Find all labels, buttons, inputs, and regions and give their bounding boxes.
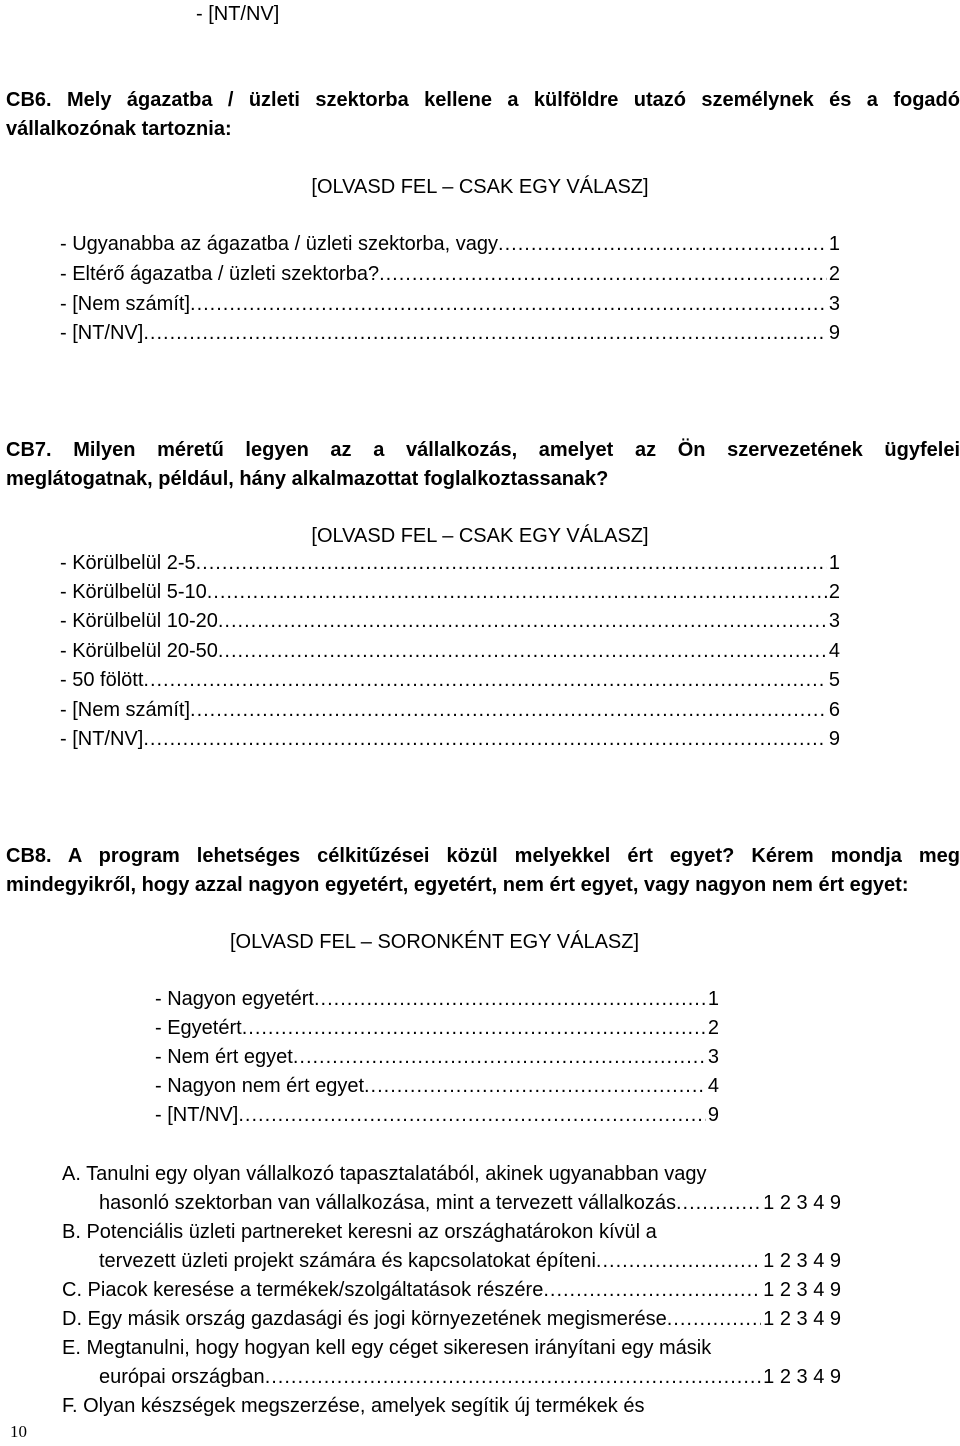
cb8-item-a-line-2: [99, 1189, 841, 1218]
cb8-item-b-line-1: B. Potenciális üzleti partnereket keresni az országhatárokon kívül a: [62, 1221, 657, 1243]
item-codes: 1 2 3 4 9: [763, 1279, 841, 1301]
cb8-item-d: [62, 1305, 841, 1334]
option-code: 5: [828, 669, 840, 691]
option-label: - [NT/NV]: [60, 322, 144, 344]
cb6-option-4: [60, 319, 840, 348]
option-code: 1: [828, 552, 840, 574]
cb7-option-7: [60, 725, 840, 754]
item-text: hasonló szektorban van vállalkozása, mint a tervezett vállalkozás: [99, 1192, 676, 1214]
option-code: 9: [828, 322, 840, 344]
cb8-item-a-line-1: A. Tanulni egy olyan vállalkozó tapasztalatából, akinek ugyanabban vagy: [62, 1163, 707, 1185]
cb6-option-3: [60, 290, 840, 319]
cb8-instruction: [OLVASD FEL – SORONKÉNT EGY VÁLASZ]: [230, 931, 640, 953]
page-number: 10: [10, 1422, 27, 1441]
item-text: európai országban: [99, 1366, 265, 1388]
option-code: 3: [828, 610, 840, 632]
item-codes: 1 2 3 4 9: [763, 1250, 841, 1272]
cb7-question-line-2: meglátogatnak, például, hány alkalmazottat foglalkoztassanak?: [6, 468, 609, 490]
option-label: - Körülbelül 2-5: [60, 552, 196, 574]
item-codes: 1 2 3 4 9: [763, 1308, 841, 1330]
option-code: 6: [828, 699, 840, 721]
scale-label: - Nagyon nem ért egyet: [155, 1075, 364, 1097]
option-label: - Körülbelül 10-20: [60, 610, 218, 632]
option-code: 9: [828, 728, 840, 750]
scale-code: 9: [707, 1104, 719, 1126]
option-label: - Körülbelül 20-50: [60, 640, 218, 662]
option-label: - Körülbelül 5-10: [60, 581, 207, 603]
cb7-option-3: [60, 607, 840, 636]
cb6-option-2: [60, 260, 840, 289]
option-label: - Eltérő ágazatba / üzleti szektorba?: [60, 263, 380, 285]
cb7-option-4: [60, 637, 840, 666]
item-codes: 1 2 3 4 9: [763, 1366, 841, 1388]
cb8-scale-3: [155, 1043, 719, 1072]
scale-code: 4: [707, 1075, 719, 1097]
cb8-item-f-line-1: F. Olyan készségek megszerzése, amelyek segítik új termékek és: [62, 1395, 645, 1417]
cb7-option-6: [60, 696, 840, 725]
cb8-question-line-2: mindegyikről, hogy azzal nagyon egyetért, egyetért, nem ért egyet, vagy nagyon nem ért egyet:: [6, 874, 909, 896]
option-code: 2: [828, 263, 840, 285]
cb8-scale-4: [155, 1072, 719, 1101]
cb6-question-line-2: vállalkozónak tartoznia:: [6, 118, 232, 140]
option-code: 2: [828, 581, 840, 603]
scale-label: - [NT/NV]: [155, 1104, 239, 1126]
scale-code: 3: [707, 1046, 719, 1068]
cb7-instruction: [OLVASD FEL – CSAK EGY VÁLASZ]: [311, 525, 649, 547]
cb6-option-1: [60, 230, 840, 259]
cb8-question-line-1: CB8. A program lehetséges célkitűzései közül melyekkel ért egyet? Kérem mondja meg: [6, 845, 960, 867]
cb7-option-2: [60, 578, 840, 607]
cb6-question-line-1: CB6. Mely ágazatba / üzleti szektorba kellene a külföldre utazó személynek és a fogadó: [6, 89, 960, 111]
scale-label: - Nagyon egyetért: [155, 988, 314, 1010]
scale-label: - Egyetért: [155, 1017, 242, 1039]
item-text: D. Egy másik ország gazdasági és jogi környezetének megismerése: [62, 1308, 667, 1330]
cb8-item-c: [62, 1276, 841, 1305]
item-text: tervezett üzleti projekt számára és kapcsolatokat építeni: [99, 1250, 596, 1272]
cb8-item-b-line-2: [99, 1247, 841, 1276]
option-label: - Ugyanabba az ágazatba / üzleti szektorba, vagy: [60, 233, 499, 255]
cb8-scale-5: [155, 1101, 719, 1130]
option-label: - [NT/NV]: [60, 728, 144, 750]
cb8-scale-1: [155, 985, 719, 1014]
option-code: 1: [828, 233, 840, 255]
option-label: - [Nem számít]: [60, 699, 191, 721]
item-text: C. Piacok keresése a termékek/szolgáltatások részére: [62, 1279, 544, 1301]
cb7-option-5: [60, 666, 840, 695]
scale-code: 2: [707, 1017, 719, 1039]
cb8-item-e-line-1: E. Megtanulni, hogy hogyan kell egy céget sikeresen irányítani egy másik: [62, 1337, 712, 1359]
cb8-item-e-line-2: [99, 1363, 841, 1392]
cb8-scale-2: [155, 1014, 719, 1043]
item-codes: 1 2 3 4 9: [763, 1192, 841, 1214]
option-label: - [Nem számít]: [60, 293, 191, 315]
cb7-question-line-1: CB7. Milyen méretű legyen az a vállalkozás, amelyet az Ön szervezetének ügyfelei: [6, 439, 960, 461]
scale-code: 1: [707, 988, 719, 1010]
cb7-option-1: [60, 549, 840, 578]
option-code: 3: [828, 293, 840, 315]
top-nt-nv-line: - [NT/NV]: [196, 3, 280, 25]
scale-label: - Nem ért egyet: [155, 1046, 293, 1068]
option-label: - 50 fölött: [60, 669, 144, 691]
cb6-instruction: [OLVASD FEL – CSAK EGY VÁLASZ]: [311, 176, 649, 198]
option-code: 4: [828, 640, 840, 662]
